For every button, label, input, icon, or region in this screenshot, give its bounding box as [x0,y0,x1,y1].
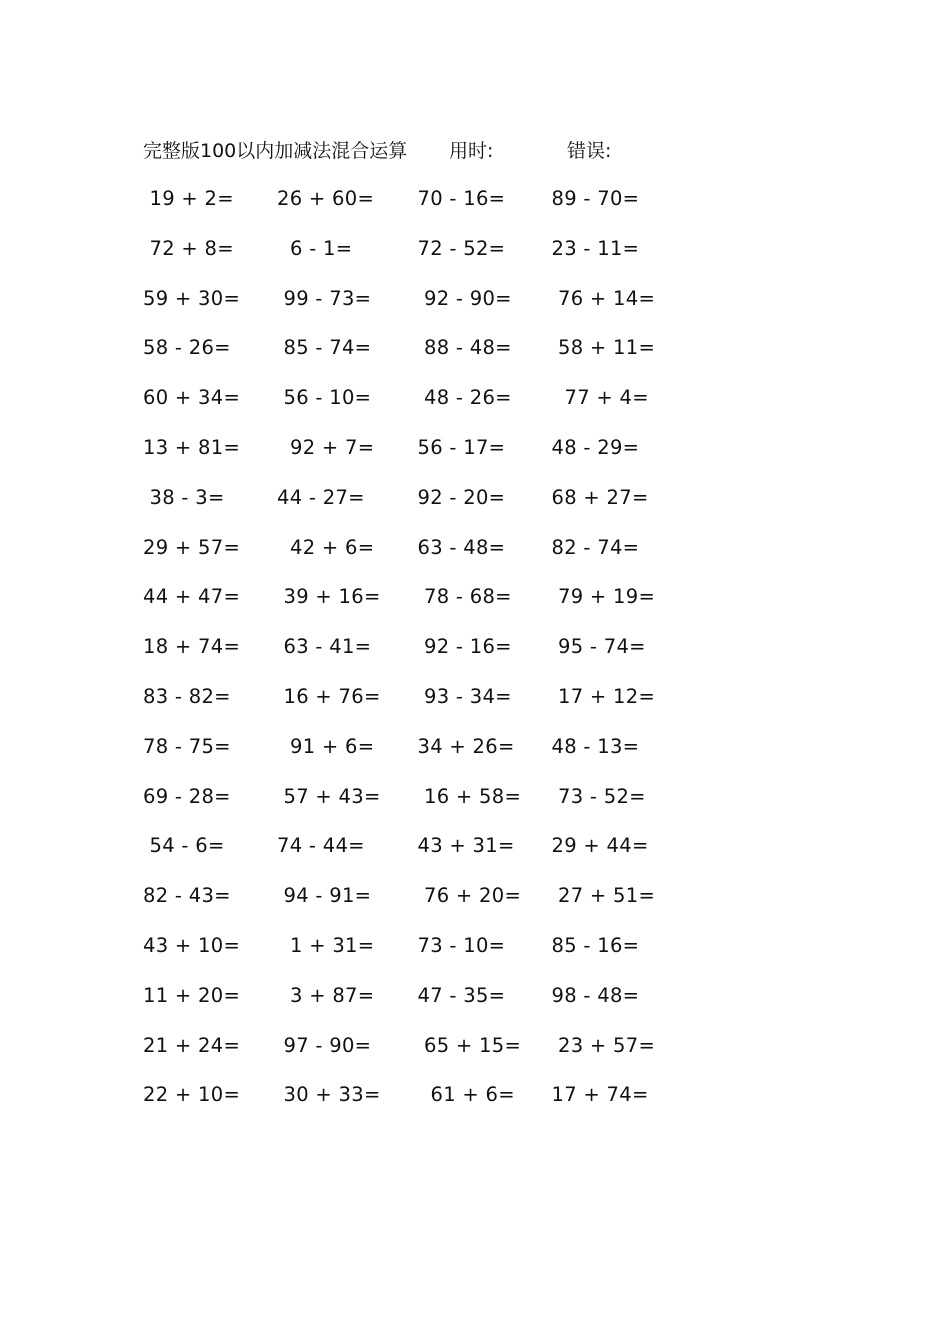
problem-item: 77 + 4= [545,386,649,410]
problem-item: 82 - 74= [545,535,640,559]
problem-row [143,483,683,533]
problem-row [143,931,683,981]
problem-item: 56 - 17= [411,435,506,459]
problem-item: 92 - 90= [411,286,512,310]
problem-item: 48 - 13= [545,734,640,758]
problem-item: 78 - 75= [143,734,231,758]
problem-item: 74 - 44= [277,834,365,858]
problem-item: 59 + 30= [143,286,241,310]
problem-item: 21 + 24= [143,1033,241,1057]
worksheet-header [143,136,703,166]
problem-item: 27 + 51= [545,884,656,908]
problem-item: 29 + 44= [545,834,649,858]
problem-item: 60 + 34= [143,386,241,410]
problem-item: 92 + 7= [277,435,375,459]
problem-item: 97 - 90= [277,1033,372,1057]
problem-item: 65 + 15= [411,1033,522,1057]
problem-item: 43 + 10= [143,933,241,957]
problem-item: 58 + 11= [545,336,656,360]
problem-row [143,333,683,383]
problem-item: 91 + 6= [277,734,375,758]
problem-item: 88 - 48= [411,336,512,360]
problem-item: 3 + 87= [277,983,375,1007]
problem-item: 39 + 16= [277,585,381,609]
problem-item: 72 + 8= [143,236,234,260]
problem-row [143,184,683,234]
problem-item: 99 - 73= [277,286,372,310]
problem-item: 16 + 58= [411,784,522,808]
problem-item: 83 - 82= [143,684,231,708]
problem-item: 47 - 35= [411,983,506,1007]
problem-item: 68 + 27= [545,485,649,509]
problem-row [143,234,683,284]
problem-item: 93 - 34= [411,684,512,708]
problem-row [143,1080,683,1130]
problem-item: 76 + 20= [411,884,522,908]
problem-item: 38 - 3= [143,485,225,509]
problem-grid [143,184,683,1130]
problem-item: 85 - 74= [277,336,372,360]
problem-item: 29 + 57= [143,535,241,559]
problem-item: 13 + 81= [143,435,241,459]
problem-item: 43 + 31= [411,834,515,858]
time-label: 用时: [449,140,494,162]
problem-item: 98 - 48= [545,983,640,1007]
problem-row [143,383,683,433]
problem-item: 6 - 1= [277,236,353,260]
error-label: 错误: [567,140,612,162]
problem-item: 95 - 74= [545,635,646,659]
problem-item: 23 - 11= [545,236,640,260]
problem-item: 76 + 14= [545,286,656,310]
problem-item: 92 - 16= [411,635,512,659]
problem-item: 16 + 76= [277,684,381,708]
problem-item: 48 - 29= [545,435,640,459]
problem-row [143,732,683,782]
problem-item: 63 - 41= [277,635,372,659]
problem-item: 73 - 10= [411,933,506,957]
problem-row [143,433,683,483]
problem-item: 1 + 31= [277,933,375,957]
problem-row [143,881,683,931]
problem-item: 72 - 52= [411,236,506,260]
problem-item: 61 + 6= [411,1083,515,1107]
problem-item: 30 + 33= [277,1083,381,1107]
problem-item: 34 + 26= [411,734,515,758]
problem-item: 44 - 27= [277,485,365,509]
problem-item: 26 + 60= [277,187,375,210]
problem-row [143,284,683,334]
problem-row [143,782,683,832]
worksheet-title: 完整版100以内加减法混合运算 [143,140,408,162]
problem-item: 85 - 16= [545,933,640,957]
problem-row [143,632,683,682]
problem-item: 89 - 70= [545,187,640,210]
problem-item: 54 - 6= [143,834,225,858]
problem-item: 19 + 2= [143,187,234,210]
problem-row [143,533,683,583]
problem-item: 57 + 43= [277,784,381,808]
problem-item: 17 + 74= [545,1083,649,1107]
problem-item: 70 - 16= [411,187,506,210]
problem-item: 56 - 10= [277,386,372,410]
problem-item: 58 - 26= [143,336,231,360]
problem-item: 18 + 74= [143,635,241,659]
problem-row [143,582,683,632]
problem-item: 82 - 43= [143,884,231,908]
problem-item: 63 - 48= [411,535,506,559]
problem-item: 17 + 12= [545,684,656,708]
problem-row [143,981,683,1031]
problem-row [143,831,683,881]
problem-row [143,1031,683,1081]
problem-item: 44 + 47= [143,585,241,609]
problem-item: 73 - 52= [545,784,646,808]
problem-item: 94 - 91= [277,884,372,908]
problem-item: 22 + 10= [143,1083,241,1107]
problem-item: 92 - 20= [411,485,506,509]
problem-row [143,682,683,732]
problem-item: 42 + 6= [277,535,375,559]
problem-item: 23 + 57= [545,1033,656,1057]
problem-item: 48 - 26= [411,386,512,410]
problem-item: 78 - 68= [411,585,512,609]
problem-item: 69 - 28= [143,784,231,808]
problem-item: 11 + 20= [143,983,241,1007]
problem-item: 79 + 19= [545,585,656,609]
